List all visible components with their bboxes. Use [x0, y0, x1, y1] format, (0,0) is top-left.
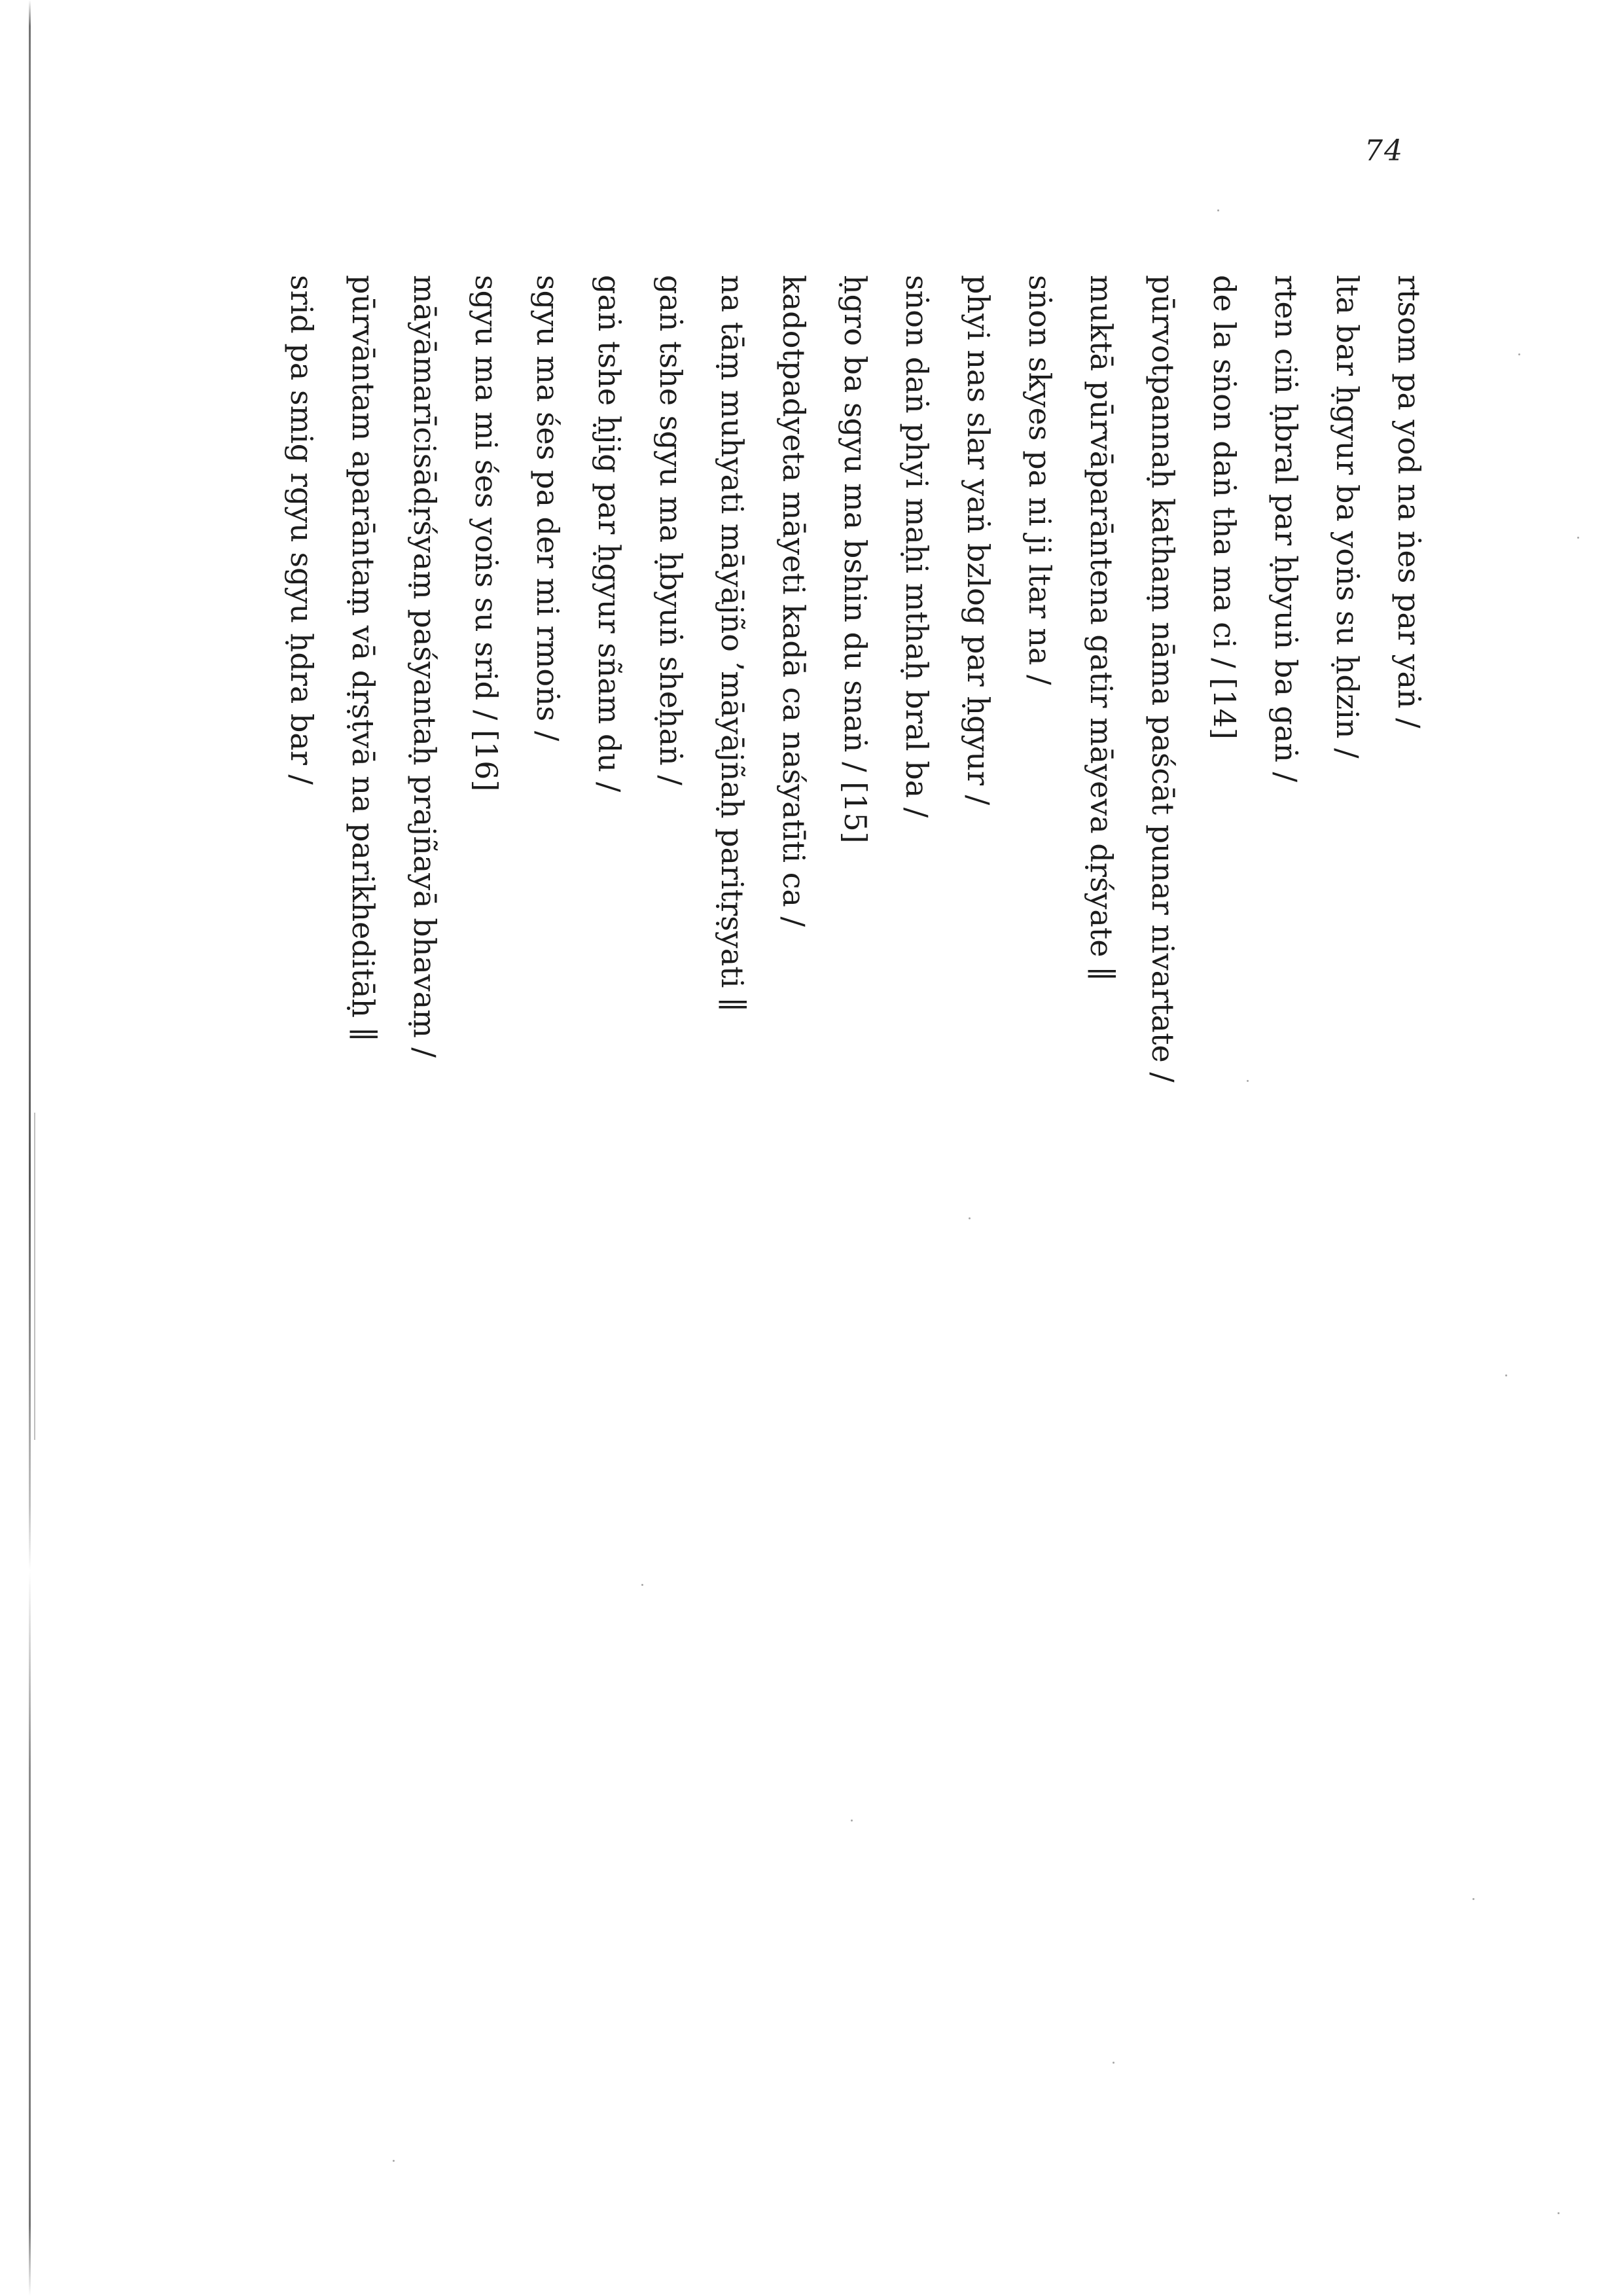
- page-number: 74: [1364, 134, 1404, 168]
- text-line: muktā pūrvāparāntena gatir māyeva dṛśyate ∥: [1084, 275, 1119, 981]
- text-line: phyi nas slar yaṅ bzlog par ḥgyur /: [961, 275, 996, 806]
- text-line: rtsom pa yod na ṅes par yaṅ /: [1391, 275, 1427, 728]
- text-line: pūrvotpannaḥ kathaṃ nāma paścāt punar nivartate /: [1145, 275, 1181, 1083]
- text-line: sgyu ma śes pa der mi rmoṅs /: [530, 275, 565, 742]
- scan-edge-artifact-secondary: [34, 1113, 35, 1440]
- text-line: ḥgro ba sgyu ma bshin du snaṅ / [15]: [838, 275, 873, 844]
- text-line: na tāṃ muhyati māyājño ’māyājñaḥ paritṛṣyati ∥: [715, 275, 750, 1012]
- text-line: sṅon skyes pa ni ji ltar na /: [1022, 275, 1058, 685]
- text-line: pūrvāntam aparāntaṃ vā dṛṣṭvā na parikheditāḥ ∥: [346, 275, 381, 1041]
- scan-edge-artifact: [29, 0, 31, 2296]
- verse-text-block: [271, 275, 1440, 1204]
- text-line: kadotpadyeta māyeti kadā ca naśyatīti ca /: [776, 275, 812, 927]
- text-line: sṅon daṅ phyi maḥi mthaḥ bral ba /: [899, 275, 935, 818]
- text-line: de la sṅon daṅ tha ma ci / [14]: [1207, 275, 1242, 740]
- text-line: lta bar ḥgyur ba yoṅs su ḥdzin /: [1330, 275, 1365, 759]
- text-line: gaṅ tshe ḥjig par ḥgyur sñam du /: [592, 275, 627, 793]
- text-line: gaṅ tshe sgyu ma ḥbyuṅ sheḥaṅ /: [653, 275, 688, 785]
- text-line: māyāmarīcisādṛśyaṃ paśyantaḥ prajñayā bhavaṃ /: [407, 275, 442, 1058]
- text-line: sgyu ma mi śes yoṅs su srid / [16]: [469, 275, 504, 792]
- text-line: srid pa smig rgyu sgyu ḥdra bar /: [284, 275, 319, 785]
- text-line: rten ciṅ ḥbral par ḥbyuṅ ba gaṅ /: [1268, 275, 1304, 783]
